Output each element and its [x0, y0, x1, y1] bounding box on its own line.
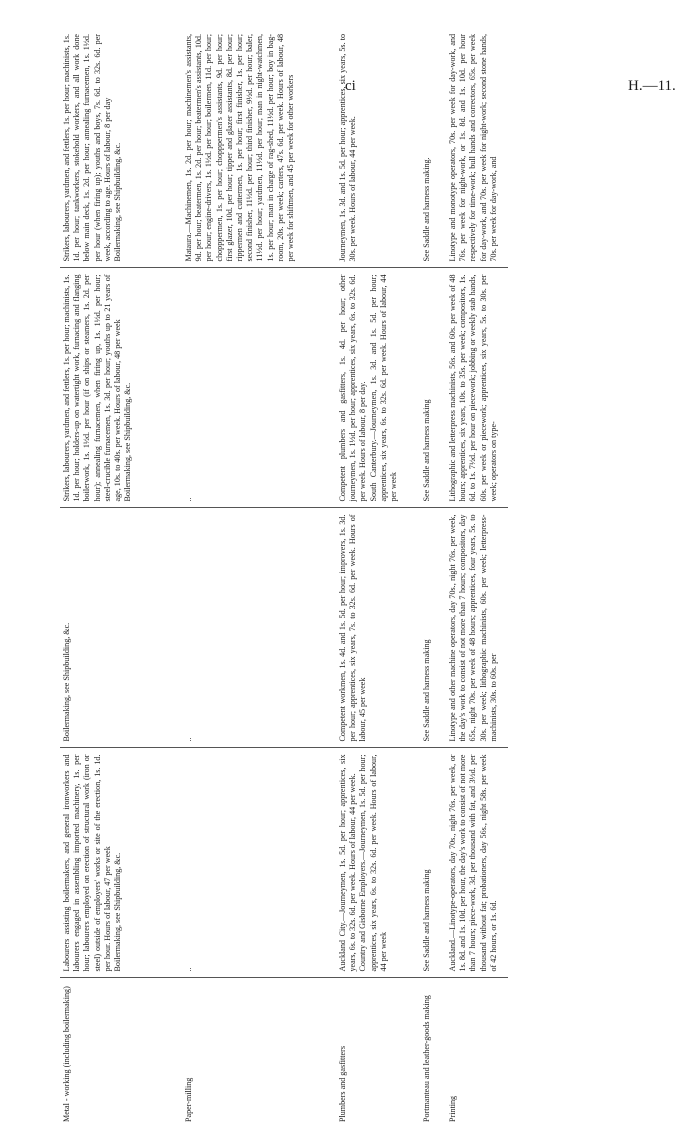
wage-cell	[446, 28, 508, 268]
cell-paragraph: Lithographic and letterpress machinists, 56s. and 60s. per week of 48 hours; apprentices, six years, 10s. to 35s. per week; compositors, 1s. 6d. to 1s. 7½d. per hour on piecework; jobbing or weekly stab hands, 60s. per week or piecework; apprentices, six years, 5s. to 30s. per week; operators on type-	[448, 274, 498, 502]
cell-paragraph: Journeymen, 1s. 3d. and 1s. 5d. per hour; apprentices, six years, 5s. to 30s. per week. Hours of labour, 44 per week.	[338, 34, 358, 262]
cell-paragraph: Strikers, labourers, yardmen, and fettlers, 1s. per hour; machinists, 1s. 1d. per hour; tankworkers, stokehold workers, and all work done below main deck, 1s. 2d. per hour; annealing furnacemen, 1s. 1½d. per hour (when firing up); youths and boys, 7s. 6d. to 32s. 6d. per week, according to age. Hours of labour, 8 per day	[62, 34, 112, 262]
wages-table	[60, 28, 508, 1128]
cell-paragraph: Auckland.—Linotype-operators, day 70s., night 76s. per week, or 1s. 8d. and 1s. 10d. per hour, the day's work to consist of not more than 7 hours; piece-work, 3d. per thousand with fat, and 3½d. per thousand without fat; probationers, day 56s., night 58s. per week of 42 hours, or 1s. 6d.	[448, 754, 498, 972]
rotated-page-content	[60, 28, 680, 1128]
cell-paragraph: Linotype and other machine operators, day 70s., night 76s. per week, the day's work to consist of not more than 7 hours; compositors, day 65s., night 70s. per week of 48 hours; apprentices, four years, 5s. to 30s. per week; lithographic machinists, 60s. per week; letterpress-machinists, 30s. to 60s. per	[448, 514, 498, 742]
table-row	[182, 28, 336, 1128]
cell-paragraph: Mataura.—Machinemen, 1s. 2d. per hour; machinemen's assistants, 9d. per hour; beatermen, 1s. 2d. per hour; beatermen's assistants, 10d. per hour; engine-drivers, 1s. 1½d. per hour; boilermen, 11d. per hour; chopppermen, 1s. per hour; chopppermen's assistants, 9d. per hour; first glazer, 10d. per hour; tipper and glazer assistants, 8d. per hour; rippermen and cuttermen, 1s. per hour; first finisher, 1s. per hour; second finisher, 11½d. per hour; third finisher, 9½d. per hour; baler, 11½d. per hour; yardmen, 11½d. per hour; man in night-watchmen, 1s. per hour; man in charge of rag-shed, 11½d. per hour; boy in bag-room, 20s. per week; carters, 47s. 6d. per week. Hours of labour, 48 per week for shiftmen, and 45 per week for other workers	[184, 34, 296, 262]
cell-paragraph: ..	[184, 967, 193, 972]
cell-paragraph: Linotype and monotype operators, 70s. per week for day-work, and 76s. per week for night-work, or 1s. 8d. and 1s. 10d. per hour respectively for time-work; bull hands and correctors, 65s. per week for day-work, and 70s. per week for night-work; second stone hands, 70s. per week for day-work, and	[448, 34, 498, 262]
cell-paragraph: ..	[184, 737, 193, 742]
cell-paragraph: Auckland City.—Journeymen, 1s. 5d. per hour; apprentices, six years, 6s. to 32s. 6d. per week. Hours of labour, 44 per week.	[338, 754, 358, 972]
cell-paragraph: Labourers assisting boilermakers, and general ironworkers and labourers engaged in assembling imported machinery, 1s. per hour; labourers employed on erection of structural work (iron or steel) outside of employers' works or site of the erection, 1s. 1d. per hour. Hours of labour, 47 per week	[62, 754, 112, 972]
table-row	[420, 28, 446, 1128]
wage-cell	[420, 28, 446, 268]
cell-paragraph: See Saddle and harness making	[422, 869, 431, 972]
cell-paragraph: Competent plumbers and gasfitters, 1s. 4d. per hour; other journeymen, 1s. 1½d. per hour; apprentices, six years, 6s. to 32s. 6d. per week. Hours of labour, 8 per day.	[338, 274, 368, 502]
cell-paragraph: South Canterbury.—Journeymen, 1s. 3d. and 1s. 5d. per hour; apprentices, six years, 6s. to 32s. 6d. per week. Hours of labour, 44 per week	[368, 274, 399, 502]
cell-paragraph: See Saddle and harness making	[422, 399, 431, 502]
industry-name: Plumbers and gasfitters	[338, 1046, 347, 1122]
wage-cell	[446, 748, 508, 978]
wage-cell	[336, 28, 420, 268]
industry-name: Printing	[448, 1095, 457, 1122]
wage-cell	[182, 268, 336, 508]
wage-cell	[60, 508, 182, 748]
industry-name: Paper-milling	[184, 1077, 193, 1122]
wage-cell	[336, 508, 420, 748]
table-row	[446, 28, 508, 1128]
industry-name: Metal - working (including boilermaking)	[62, 986, 71, 1122]
wage-cell	[336, 268, 420, 508]
cell-paragraph: See Saddle and harness making.	[422, 157, 431, 262]
industry-name: Portmanteau and leather-goods making	[422, 995, 431, 1122]
wage-cell	[182, 28, 336, 268]
wage-cell	[420, 508, 446, 748]
cell-paragraph: Competent workmen, 1s. 4d. and 1s. 5d. per hour; improvers, 1s. 3d. per hour; apprentices, six years, 7s. to 32s. 6d. per week. Hours of labour, 45 per week	[338, 514, 368, 742]
cell-paragraph: Country and Gisborne Employers.—Journeymen, 1s. 5d. per hour; apprentices, six years, 6s. to 32s. 6d. per week. Hours of labour, 44 per week	[358, 754, 388, 972]
wage-cell	[420, 748, 446, 978]
table-row	[336, 28, 420, 1128]
cell-paragraph: ..	[184, 497, 193, 502]
cell-paragraph: Boilermaking, see Shipbuilding, &c.	[62, 622, 71, 742]
page-number: ci	[345, 78, 356, 94]
cell-paragraph: Boilermaking, see Shipbuilding, &c.	[113, 142, 123, 262]
wage-cell	[182, 748, 336, 978]
wage-cell	[446, 508, 508, 748]
cell-paragraph: See Saddle and harness making	[422, 639, 431, 742]
cell-paragraph: Boilermaking, see Shipbuilding, &c.	[123, 382, 133, 502]
table-row	[60, 28, 182, 1128]
wage-cell	[60, 268, 182, 508]
wage-cell	[420, 268, 446, 508]
cell-paragraph: Boilermaking, see Shipbuilding, &c.	[113, 852, 123, 972]
wage-cell	[182, 508, 336, 748]
wage-cell	[60, 748, 182, 978]
wage-cell	[446, 268, 508, 508]
cell-paragraph: Strikers, labourers, yardmen, and fettlers, 1s. per hour; machinists, 1s. 1d. per hour; holders-up on watertight work, furnacing and flanging boilerwork, 1s. 1½d. per hour (if on ships or steamers, 1s. 2d. per hour); annealing furnacemen, when firing up, 1s. 1½d. per hour; steel-crucible furnacemen, 1s. 3d. per hour; youths up to 21 years of age, 10s. to 40s. per week. Hours of labour, 48 per week	[62, 274, 123, 502]
page-reference: H.—11.	[628, 78, 676, 94]
wage-cell	[60, 28, 182, 268]
wage-cell	[336, 748, 420, 978]
